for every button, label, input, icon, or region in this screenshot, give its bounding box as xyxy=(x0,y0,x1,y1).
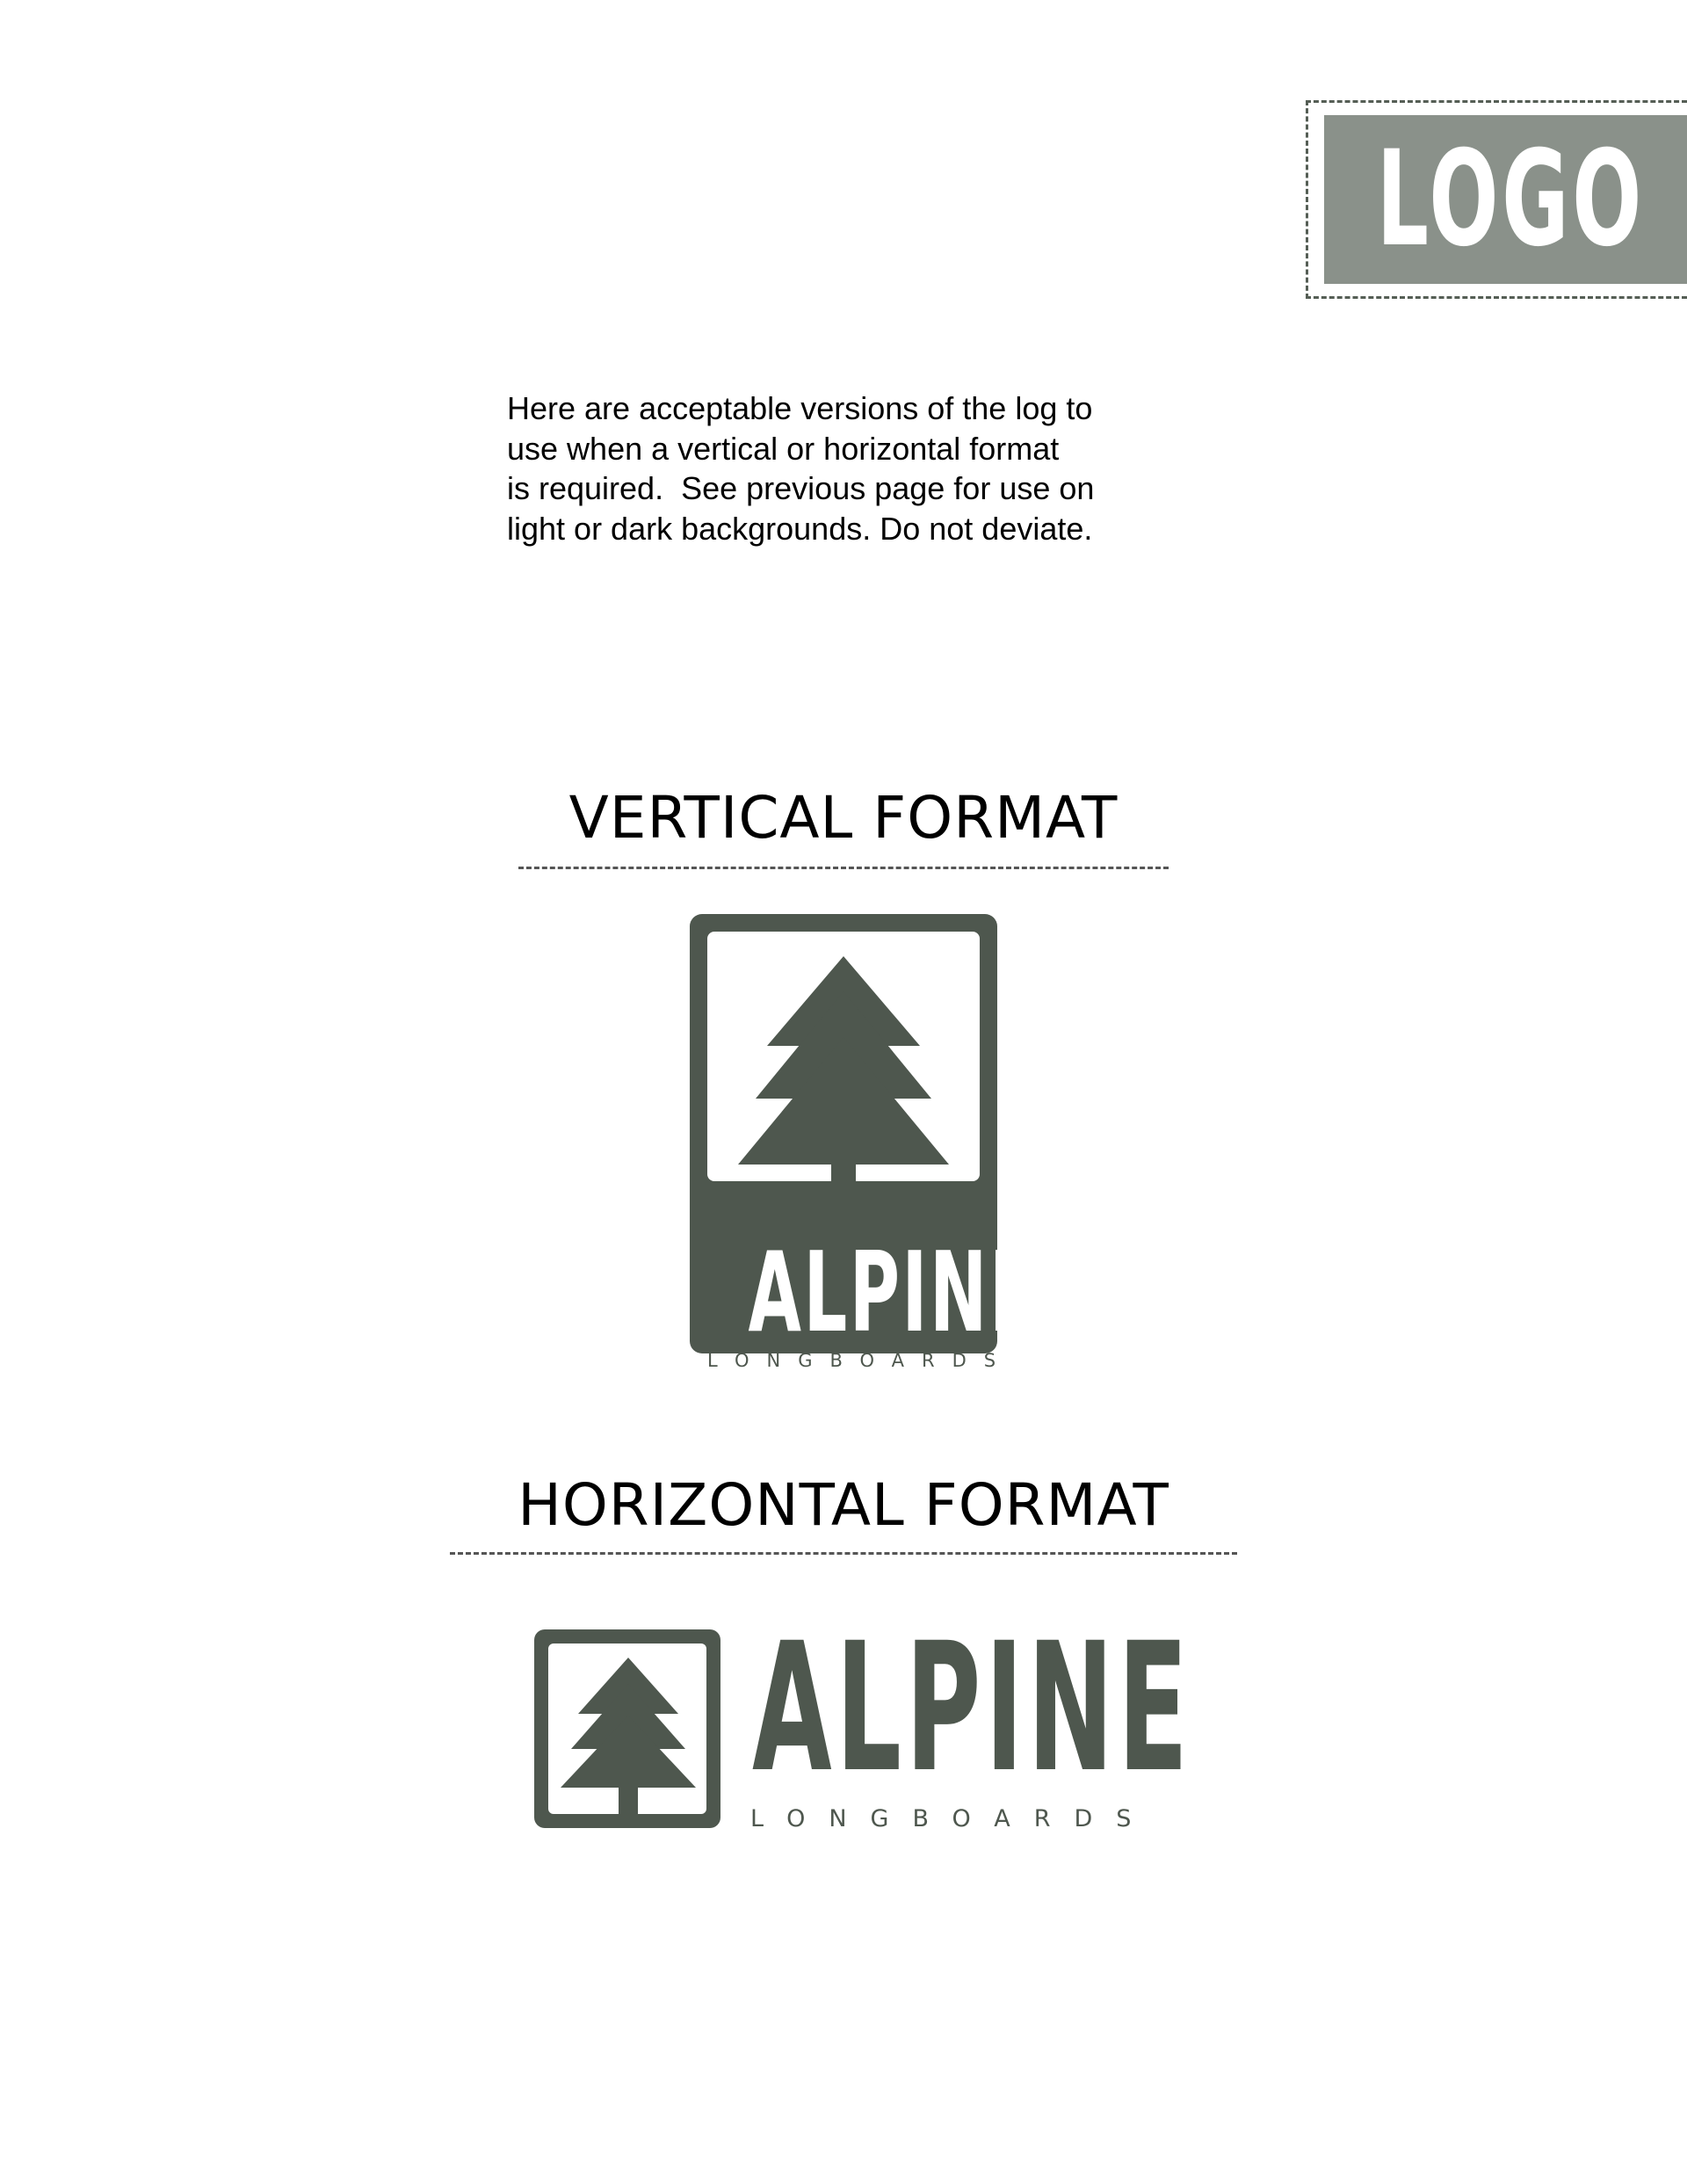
horizontal-format-heading: HORIZONTAL FORMAT xyxy=(518,1471,1169,1539)
intro-line: Here are acceptable versions of the log to xyxy=(507,390,1093,426)
horizontal-logo-emblem xyxy=(532,1628,722,1830)
horizontal-logo-tagline: LONGBOARDS xyxy=(750,1805,1155,1832)
vertical-logo-wordmark: ALPINE xyxy=(748,1228,1039,1357)
logo-section-tab xyxy=(1306,100,1687,299)
vertical-format-heading: VERTICAL FORMAT xyxy=(568,784,1119,852)
vertical-logo-tagline: LONGBOARDS xyxy=(707,1350,1014,1371)
logo-tab-label-box xyxy=(1324,115,1687,284)
horizontal-logo xyxy=(532,1604,1192,1830)
vertical-heading-divider xyxy=(518,867,1169,869)
intro-paragraph xyxy=(507,388,1192,548)
intro-line: light or dark backgrounds. Do not deviate. xyxy=(507,510,1093,547)
vertical-logo xyxy=(690,914,1039,1357)
logo-tab-label: LOGO xyxy=(1377,123,1646,276)
intro-line: is required. See previous page for use on xyxy=(507,470,1095,506)
horizontal-logo-wordmark: ALPINE xyxy=(752,1604,1192,1811)
intro-line: use when a vertical or horizontal format xyxy=(507,430,1060,467)
horizontal-heading-divider xyxy=(450,1552,1237,1555)
